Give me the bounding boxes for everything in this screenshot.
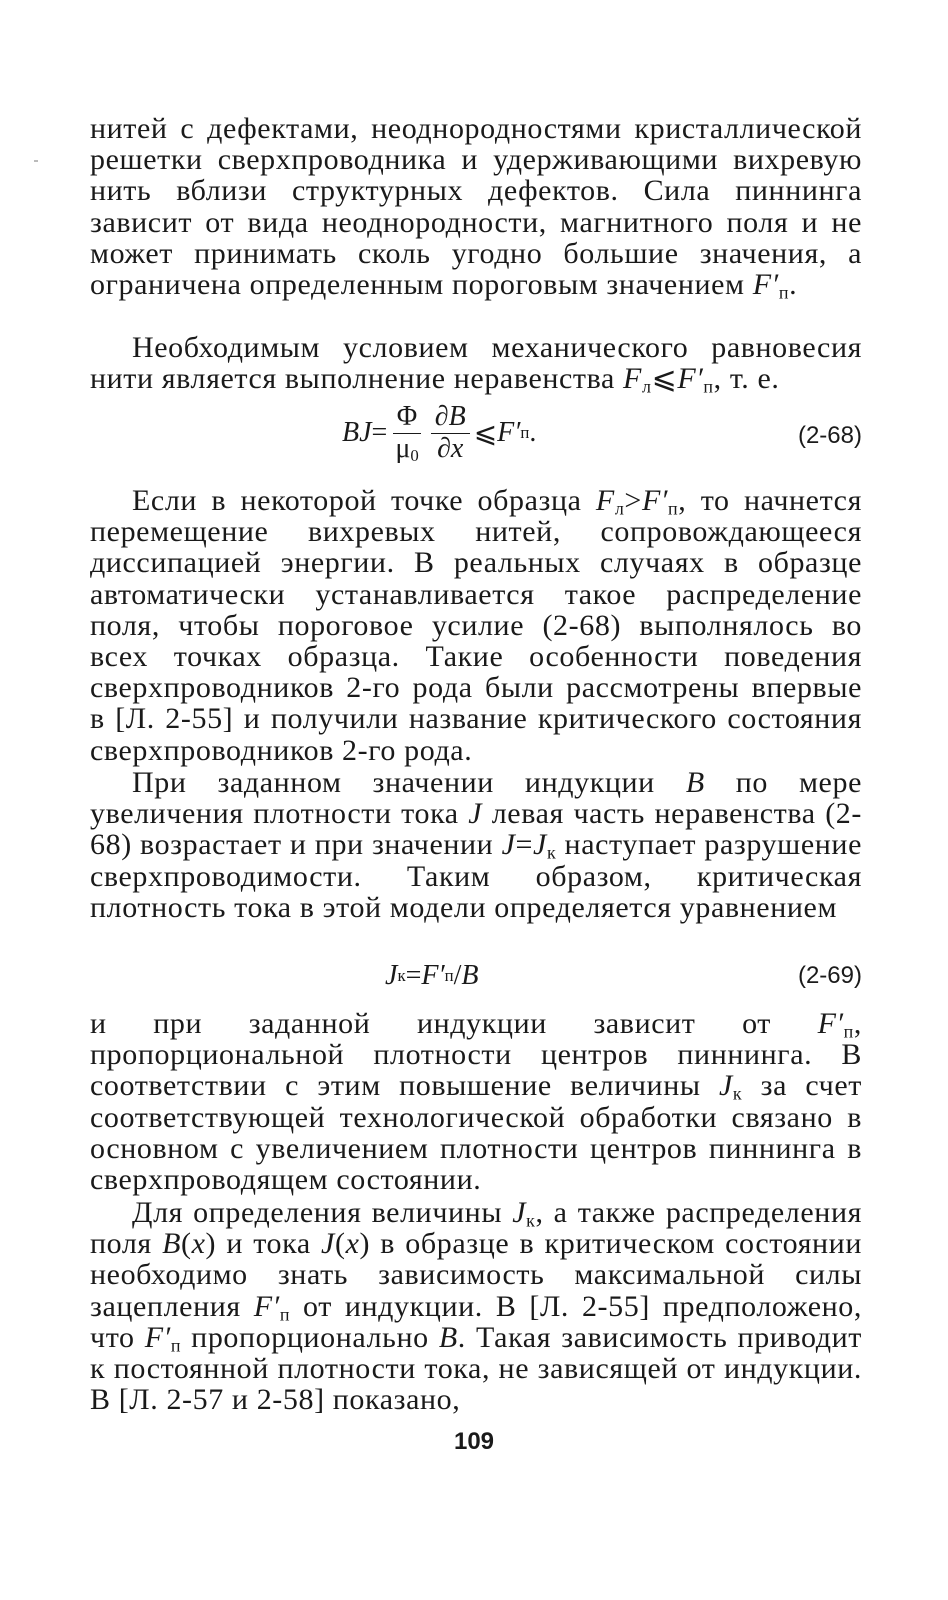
symbol-f-prime: F′ [641, 484, 669, 517]
symbol-j: J [385, 960, 398, 991]
subscript-p: п [279, 1304, 291, 1325]
symbol-f-prime: F′ [421, 960, 445, 991]
paragraph-4 [90, 767, 862, 923]
formula-2-68 [90, 401, 862, 465]
subscript-k: к [546, 842, 557, 863]
symbol-f-prime: F′ [253, 1289, 280, 1323]
paren-open: ( [334, 1227, 346, 1261]
equals-sign: = [405, 960, 422, 991]
symbol-b: B [162, 1227, 182, 1261]
subscript-l: л [641, 376, 652, 397]
text-fragment: , а также распределения поля [90, 1196, 862, 1261]
paragraph-6 [90, 1197, 862, 1415]
le-sign: ⩽ [473, 418, 498, 450]
subscript-p: п [778, 282, 790, 303]
paragraph-2-text: Необходимым условием механического равновесия нити является выполнение неравенства [90, 331, 862, 396]
symbol-b: B [461, 960, 479, 991]
text-fragment: за счет соответствующей технологической обработки связано в основном с увеличением плотности центров пиннинга в сверхпроводящем состоянии. [90, 1069, 862, 1197]
symbol-b: B [438, 1320, 458, 1354]
le-sign: ⩽ [651, 362, 678, 396]
symbol-f-prime: F′ [817, 1007, 844, 1040]
fraction-numerator: Φ [393, 402, 421, 434]
formula-2-68-body: BJ = $\frac{\Phi}{\mu_0}$ $\frac{\partial B}{\partial x}$ ⩽ F′ п . [342, 401, 537, 465]
equals-sign: = [515, 828, 534, 862]
equals-sign: = [371, 417, 388, 449]
paragraph-3-text: Если в некоторой точке образца [132, 484, 596, 517]
symbol-j: J [533, 828, 547, 862]
subscript-p: п [703, 376, 714, 397]
symbol-f-prime: F′ [497, 417, 521, 449]
symbol-b: B [685, 766, 705, 799]
text-fragment: , то начнется перемещение вихревых нитей, сопровождающееся диссипацией энергии. В реальных случаях в образце автоматически устанавливается такое распределение поля, чтобы пороговое усилие (2-68) выполнялось во всех точках образца. Такие особенности поведения сверхпроводников 2-го рода были рассмотрены впервые в [Л. 2-55] и получили название критического состояния сверхпроводников 2-го рода. [90, 484, 862, 767]
subscript-p: п [170, 1335, 182, 1356]
paragraph-4-text: При заданном значении индукции [132, 766, 686, 799]
subscript-k: к [526, 1210, 536, 1231]
formula-period: . [529, 417, 537, 449]
subscript-k: к [732, 1083, 743, 1104]
subscript-p: п [843, 1021, 854, 1042]
text-fragment: левая часть неравенства (2-68) возрастает и при значении [90, 797, 862, 862]
derivative-denominator: ∂x [437, 432, 464, 464]
page-number: 109 [453, 1428, 495, 1455]
slash-sign: / [453, 960, 462, 991]
paragraph-6-text: Для определения величины [132, 1196, 513, 1229]
fraction-phi-mu [391, 402, 422, 465]
equation-number: (2-68) [797, 422, 862, 449]
text-fragment: от индукции. В [Л. 2-55] предположено, что [90, 1289, 862, 1354]
symbol-j: J [512, 1196, 527, 1229]
mu-subscript: 0 [410, 445, 419, 465]
symbol-j: J [501, 828, 516, 862]
fraction-denominator [391, 434, 422, 465]
text-fragment: . Такая зависимость приводит к постоянной плотности тока, не зависящей от индукции. В [Л. 2-57 и 2-58] показано, [90, 1320, 862, 1417]
symbol-f-prime: F′ [677, 362, 704, 396]
text-fragment: . [789, 268, 798, 302]
text-fragment: ) и тока [205, 1227, 322, 1261]
text-fragment: ) в образце в критическом состоянии необходимо знать зависимость максимальной силы зацепления [90, 1227, 862, 1323]
mu-symbol: μ [395, 432, 411, 464]
symbol-x: x [191, 1227, 206, 1261]
symbol-j: J [718, 1069, 733, 1103]
fraction-derivative [431, 402, 470, 465]
paragraph-5-text: и при заданной индукции зависит от [90, 1007, 818, 1040]
symbol-j: J [321, 1227, 335, 1261]
equation-number: (2-69) [797, 962, 862, 989]
paragraph-1-text: нитей с дефектами, неоднородностями кристаллической решетки сверхпроводника и удерживающими вихревую нить вблизи структурных дефектов. Сила пиннинга зависит от вида неоднородности, магнитного поля и не может принимать сколь угодно большие значения, а ограничена определенным пороговым значением [90, 112, 862, 302]
text-fragment: наступает разрушение сверхпроводимости. Таким образом, критическая плотность тока в этой модели определяется уравнением [90, 828, 862, 924]
formula-2-69-body: J к = F′ п / B [385, 960, 479, 991]
symbol-f-prime: F′ [752, 268, 779, 302]
symbol-f: F [595, 484, 615, 517]
paragraph-3 [90, 485, 862, 766]
symbol-f-prime: F′ [144, 1320, 171, 1354]
text-fragment: по мере увеличения плотности тока [90, 766, 862, 831]
text-fragment: пропорционально [181, 1320, 439, 1354]
gt-sign: > [624, 484, 642, 517]
derivative-numerator: ∂B [431, 402, 470, 434]
text-fragment: , т. е. [713, 362, 780, 396]
text-fragment: , пропорциональной плотности центров пиннинга. В соответствии с этим повышение величины [90, 1007, 862, 1103]
paragraph-2 [90, 331, 862, 397]
subscript-l: л [614, 498, 625, 519]
paragraph-1 [90, 112, 862, 303]
scan-mark [34, 160, 38, 162]
symbol-f: F [623, 362, 642, 396]
symbol-x: x [345, 1227, 360, 1261]
paren-open: ( [181, 1227, 192, 1261]
symbol-j: J [468, 797, 483, 831]
paragraph-5 [90, 1008, 862, 1195]
subscript-p: п [668, 498, 679, 519]
formula-lhs: BJ [342, 417, 372, 449]
